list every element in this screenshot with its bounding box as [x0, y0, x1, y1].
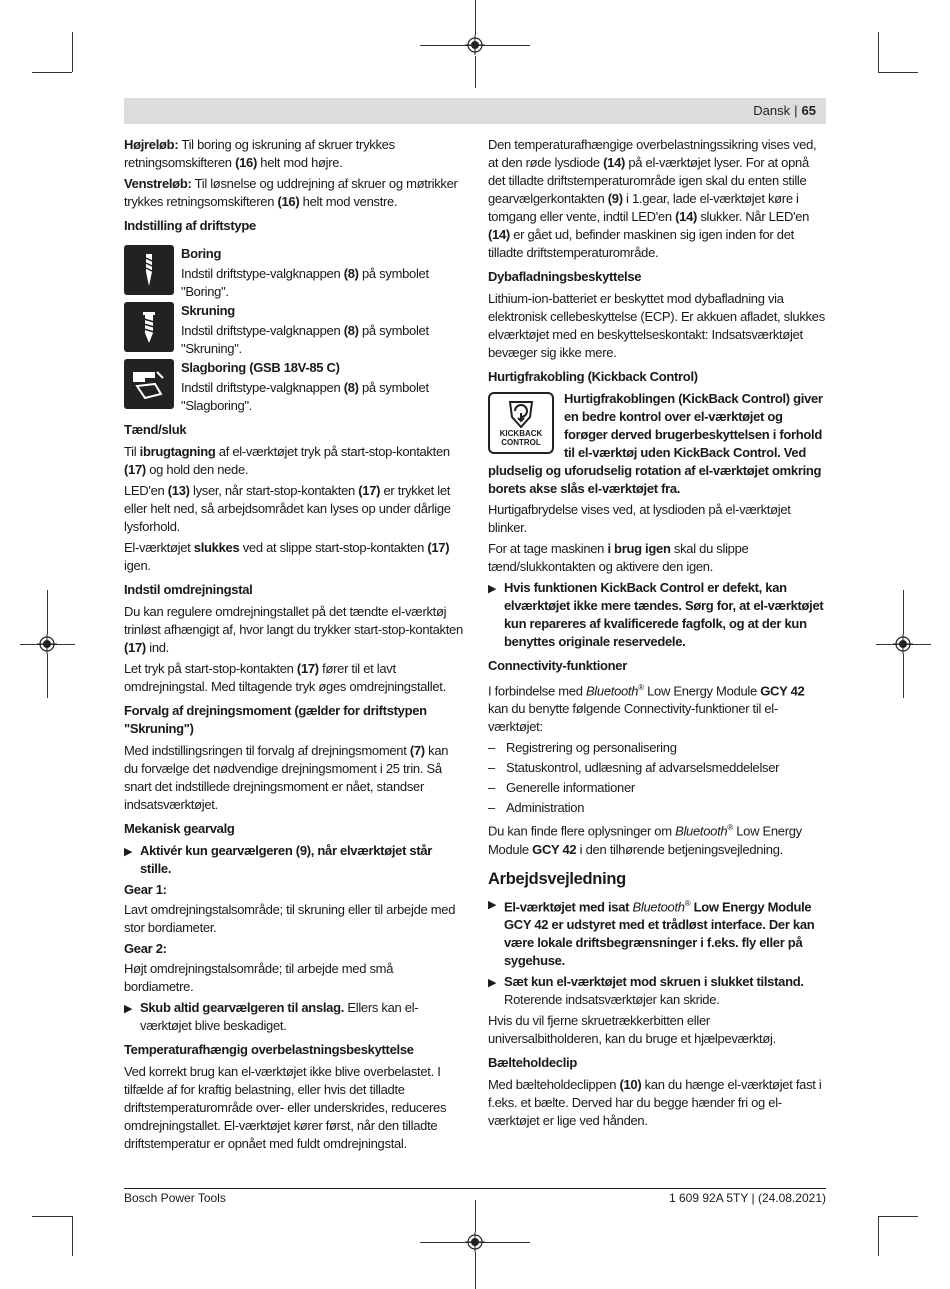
paragraph-kickback-bold: Hurtigfrakoblingen (KickBack Control) giver en bedre kontrol over el-værktøjet og forøger derved brugerbeskyttelsen i forhold til el-værktøj uden KickBack Control. Ved pludselig og uforudselig rotation af el-værktøjet omkring borets akse slås el-værktøjet fra. — [488, 391, 823, 496]
registration-target-icon — [465, 35, 485, 55]
paragraph-torque: Med indstillingsringen til forvalg af drejningsmoment (7) kan du forvælge det nødvendige drejningsmoment i 25 trin. Så snart det indstillede drejningsmoment er nået, standser indsatsværktøjet. — [124, 743, 449, 812]
arrow-icon: ▶ — [488, 898, 497, 911]
paragraph-speed-2: Let tryk på start-stop-kontakten (17) fører til et lavt omdrejningstal. Med tiltagende tryk øges omdrejningstallet. — [124, 661, 446, 694]
heading-kickback: Hurtigfrakobling (Kickback Control) — [488, 369, 698, 384]
page-header — [124, 98, 826, 124]
arrow-icon: ▶ — [488, 976, 497, 989]
heading-work-instructions: Arbejdsvejledning — [488, 869, 626, 888]
footer-doc-id: 1 609 92A 5TY | (24.08.2021) — [668, 1191, 826, 1205]
crop-mark — [47, 590, 48, 634]
paragraph-temperature: Ved korrekt brug kan el-værktøjet ikke blive overbelastet. I tilfælde af for kraftig belastning, eller hvis det tilladte driftstemperaturområde over- eller underskrides, reduceres omdrejningstallet. El-værktøjet kører først, når den tilladte driftstemperatur er opnået med fuldt omdrejningstal. — [124, 1064, 447, 1151]
paragraph-connectivity: I forbindelse med Bluetooth® Low Energy Module GCY 42 kan du benytte følgende Connectivity-funktioner til el-værktøjet: — [488, 683, 805, 735]
bullet-screw-off: ▶ Sæt kun el-værktøjet mod skruen i slukket tilstand. Roterende indsatsværktøjer kan skride. — [488, 973, 804, 1007]
paragraph-left-rotation: Venstreløb: Til løsnelse og uddrejning af skruer og møtrikker trykkes retningsomskifteren (16) helt mod venstre. — [124, 176, 458, 209]
mode-title: Skruning — [181, 303, 235, 318]
footer-divider — [124, 1188, 826, 1189]
crop-mark — [878, 1216, 918, 1217]
right-column — [488, 136, 826, 1133]
paragraph-belt-clip: Med bælteholdeclippen (10) kan du hænge el-værktøjet fast i f.eks. et bælte. Derved har du begge hænder fri og el-værktøjet er lige ved hånden. — [488, 1076, 822, 1128]
paragraph-bit-remove: Hvis du vil fjerne skruetrækkerbitten eller universalbitholderen, kan du bruge et hjælpeværktøj. — [488, 1012, 776, 1046]
kickback-block — [488, 390, 826, 501]
paragraph-overload-led: Den temperaturafhængige overbelastningssikring vises ved, at den røde lysdiode (14) på el-værktøjet lyser. For at opnå det tilladte driftstemperaturområde igen skal du enten stille gearvælgerkontakten (9) i 1.gear, lade el-værktøjet køre i tomgang eller vente, indtil LED'en (14) slukker. Når LED'en (14) er gået ud, befinder maskinen sig igen inden for det tilladte driftstemperaturområde. — [488, 137, 817, 260]
crop-mark — [475, 1252, 476, 1289]
header-text: Dansk | 65 — [753, 103, 816, 118]
list-item: – Administration — [488, 800, 585, 816]
page-number: 65 — [801, 103, 816, 118]
heading-speed: Indstil omdrejningstal — [124, 582, 253, 597]
paragraph-kickback-restart: For at tage maskinen i brug igen skal du slippe tænd/slukkontakten og aktivere den igen. — [488, 541, 749, 574]
heading-connectivity: Connectivity-funktioner — [488, 658, 627, 673]
mode-title: Slagboring (GSB 18V-85 C) — [181, 360, 340, 375]
crop-mark — [475, 0, 476, 35]
arrow-icon: ▶ — [488, 583, 497, 595]
crop-mark — [47, 654, 48, 698]
crop-mark — [878, 1216, 879, 1256]
registration-target-icon — [893, 634, 913, 654]
kickback-icon-label-1: KICKBACK — [499, 429, 543, 438]
paragraph-led: LED'en (13) lyser, når start-stop-kontakten (17) er trykket let eller helt ned, så arbejdsområdet kan lyses op under dårlige lysforhold. — [124, 483, 451, 534]
heading-deep-discharge: Dybafladningsbeskyttelse — [488, 269, 642, 284]
arrow-icon: ▶ — [124, 846, 133, 858]
heading-temperature: Temperaturafhængig overbelastningsbeskyttelse — [124, 1042, 414, 1057]
heading-on-off: Tænd/sluk — [124, 422, 187, 437]
paragraph-deep-discharge: Lithium-ion-batteriet er beskyttet mod dybafladning via elektronisk cellebeskyttelse (ECP). Er akkuen afladet, slukkes elværktøjet med en beskyttelseskontakt: Indsatsværktøjet bevæger sig ikke mere. — [488, 291, 825, 360]
crop-mark — [475, 56, 476, 88]
paragraph-switch-on: Til ibrugtagning af el-værktøjet tryk på start-stop-kontakten (17) og hold den nede. — [124, 444, 450, 477]
bullet-bluetooth: ▶ El-værktøjet med isat Bluetooth® Low Energy Module GCY 42 er udstyret med et trådløst interface. Der kan være lokale driftsbegrænsninger i f.eks. fly eller på sygehuse. — [488, 895, 826, 970]
heading-gear: Mekanisk gearvalg — [124, 821, 235, 836]
mode-screwdriving — [124, 302, 464, 358]
screw-icon — [124, 302, 174, 352]
bullet-gear-stop: ▶ Skub altid gearvælgeren til anslag. Ellers kan el-værktøjet blive beskadiget. — [124, 1000, 419, 1033]
bullet-gear-warning: ▶ Aktivér kun gearvælgeren (9), når elværktøjet står stille. — [124, 843, 433, 876]
arrow-icon: ▶ — [124, 1003, 133, 1015]
paragraph-speed-1: Du kan regulere omdrejningstallet på det tændte el-værktøj trinløst afhængigt af, hvor langt du trykker start-stop-kontakten (17) ind. — [124, 604, 463, 655]
footer-brand: Bosch Power Tools — [124, 1191, 226, 1205]
crop-mark — [475, 1200, 476, 1232]
paragraph-more-info: Du kan finde flere oplysninger om Bluetooth® Low Energy Module GCY 42 i den tilhørende betjeningsvejledning. — [488, 823, 802, 857]
drill-bit-icon — [124, 245, 174, 295]
heading-belt-clip: Bælteholdeclip — [488, 1054, 577, 1070]
list-item: – Generelle informationer — [488, 780, 635, 796]
heading-torque: Forvalg af drejningsmoment (gælder for driftstypen "Skruning") — [124, 703, 427, 736]
crop-mark — [878, 32, 879, 72]
kickback-icon-label-2: CONTROL — [501, 438, 541, 447]
crop-mark — [32, 72, 72, 73]
mode-impact-drilling — [124, 359, 464, 415]
mode-description: Indstil driftstype-valgknappen (8) på symbolet "Slagboring". — [181, 380, 429, 413]
crop-mark — [32, 1216, 72, 1217]
heading-gear-2: Gear 2: — [124, 941, 167, 956]
bullet-kickback-defect: ▶ Hvis funktionen KickBack Control er defekt, kan elværktøjet ikke mere tændes. Sørg for, at el-værktøjet kun repareres af kvalificerede fagfolk, og at der kun benyttes originale reservedele. — [488, 580, 824, 649]
mode-description: Indstil driftstype-valgknappen (8) på symbolet "Skruning". — [181, 323, 429, 356]
mode-title: Boring — [181, 246, 222, 261]
list-item: – Registrering og personalisering — [488, 740, 677, 756]
paragraph-gear-2: Højt omdrejningstalsområde; til arbejde med små bordiametre. — [124, 961, 394, 994]
paragraph-gear-1: Lavt omdrejningstalsområde; til skruning eller til arbejde med stor bordiameter. — [124, 902, 456, 935]
registration-target-icon — [37, 634, 57, 654]
crop-mark — [72, 1216, 73, 1256]
crop-mark — [903, 590, 904, 634]
header-language: Dansk — [753, 103, 791, 118]
heading-gear-1: Gear 1: — [124, 882, 167, 897]
crop-mark — [903, 654, 904, 698]
paragraph-kickback-blink: Hurtigafbrydelse vises ved, at lysdioden på el-værktøjet blinker. — [488, 502, 791, 535]
registration-target-icon — [465, 1232, 485, 1252]
paragraph-right-rotation: Højreløb: Til boring og iskruning af skruer trykkes retningsomskifteren (16) helt mod højre. — [124, 137, 395, 170]
mode-description: Indstil driftstype-valgknappen (8) på symbolet "Boring". — [181, 266, 429, 299]
crop-mark — [72, 32, 73, 72]
crop-mark — [878, 72, 918, 73]
list-item: – Statuskontrol, udlæsning af advarselsmeddelelser — [488, 760, 780, 776]
heading-operating-mode: Indstilling af driftstype — [124, 218, 256, 233]
paragraph-switch-off: El-værktøjet slukkes ved at slippe start-stop-kontakten (17) igen. — [124, 540, 450, 573]
mode-drilling — [124, 245, 464, 301]
hammer-drill-icon — [124, 359, 174, 409]
kickback-control-icon — [488, 392, 554, 454]
left-column — [124, 136, 464, 1156]
